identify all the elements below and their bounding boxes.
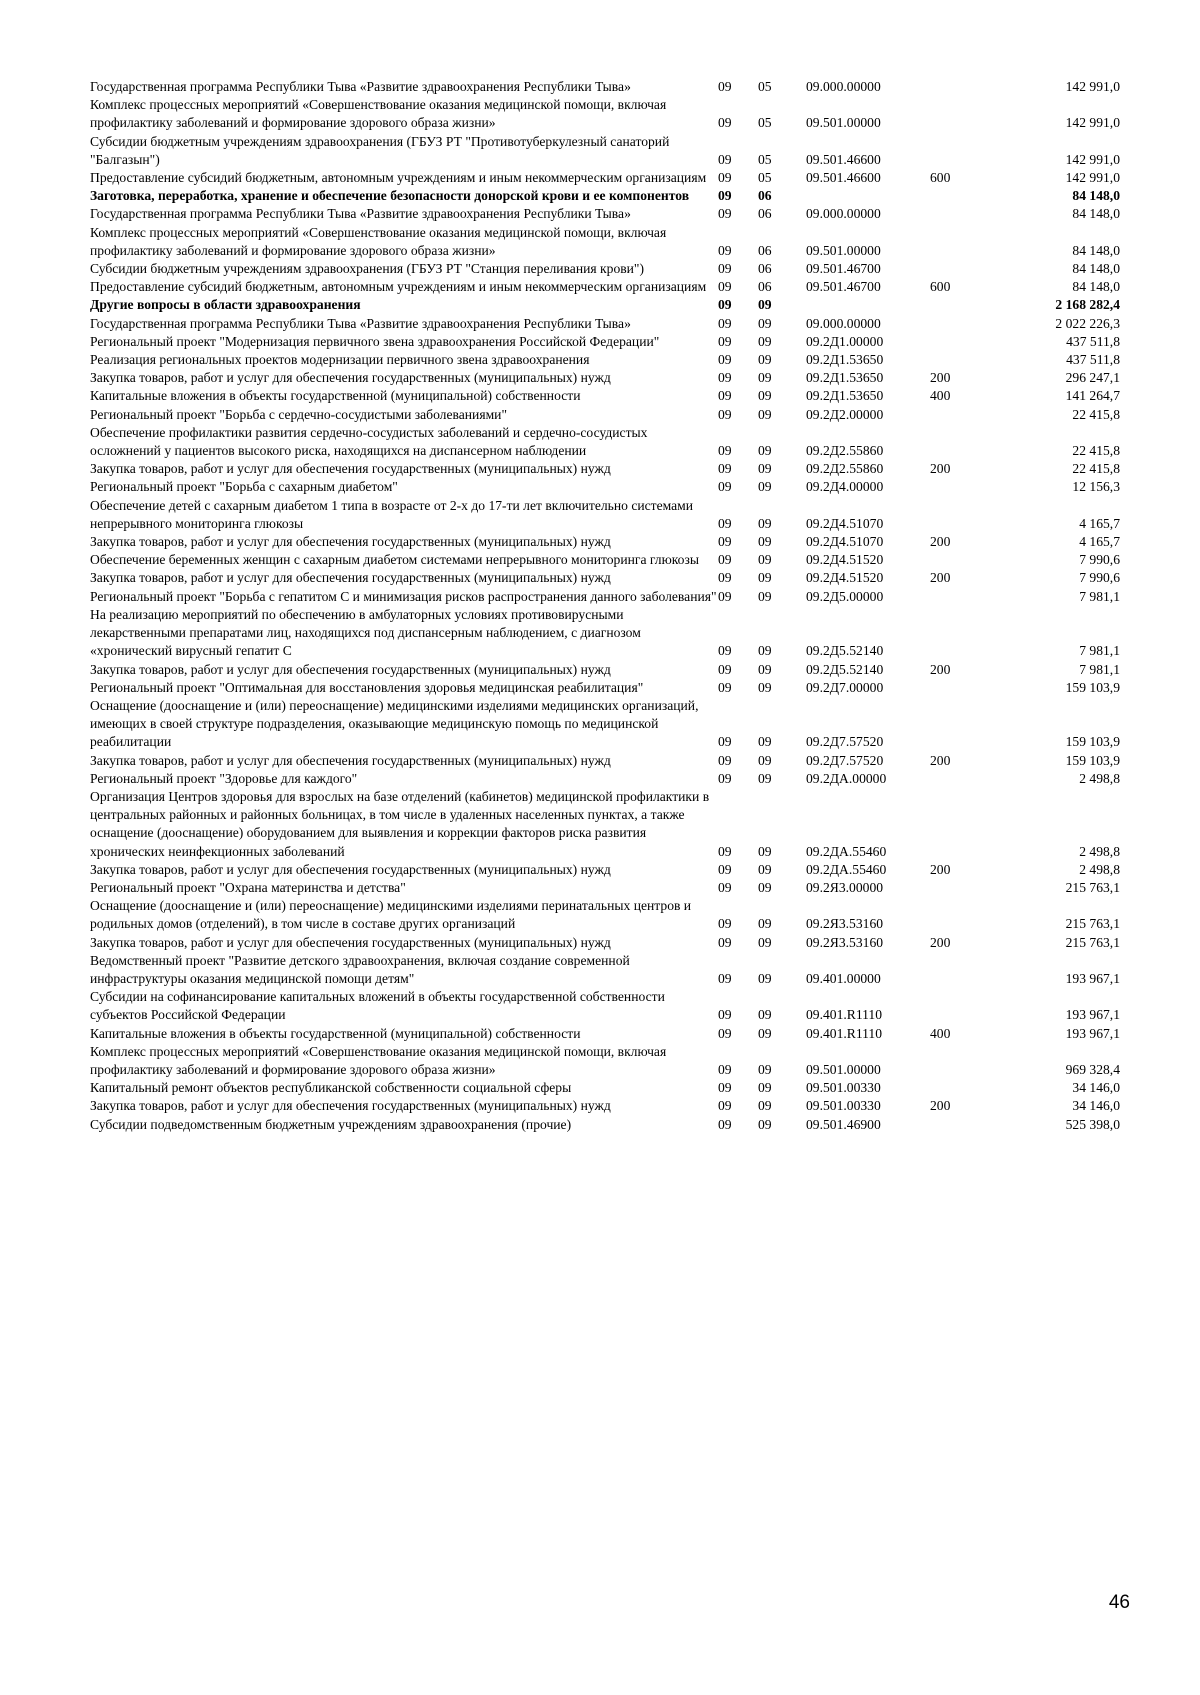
row-target-article-code: 09.2Д7.57520 xyxy=(806,734,884,750)
row-expense-type-code xyxy=(930,697,990,752)
row-amount: 215 763,1 xyxy=(1065,879,1120,895)
row-name: Субсидии бюджетным учреждениям здравоохранения (ГБУЗ РТ "Станция переливания крови") xyxy=(90,261,645,277)
row-subsection-code: 09 xyxy=(758,679,772,695)
row-target-article-code: 09.2Д5.52140 xyxy=(806,643,884,659)
row-amount: 4 165,7 xyxy=(1079,515,1120,531)
row-amount: 7 981,1 xyxy=(1079,643,1120,659)
row-subsection-code: 05 xyxy=(758,115,772,131)
row-section-code: 09 xyxy=(718,661,732,677)
row-section-code: 09 xyxy=(718,261,732,277)
row-expense-type-code xyxy=(930,879,990,897)
table-row xyxy=(90,569,1120,587)
row-name: Субсидии бюджетным учреждениям здравоохранения (ГБУЗ РТ "Противотуберкулезный санаторий "Балгазын") xyxy=(90,133,670,167)
row-section-code: 09 xyxy=(718,242,732,258)
row-section-code: 09 xyxy=(718,861,732,877)
row-section-code: 09 xyxy=(718,515,732,531)
table-row xyxy=(90,497,1120,533)
row-target-article-code: 09.2Я3.00000 xyxy=(806,879,884,895)
row-name: Закупка товаров, работ и услуг для обеспечения государственных (муниципальных) нужд xyxy=(90,370,611,386)
budget-table xyxy=(90,78,1120,1134)
row-target-article-code: 09.2Д1.53650 xyxy=(806,352,884,368)
table-row xyxy=(90,1116,1120,1134)
row-expense-type-code xyxy=(930,260,990,278)
row-name: Региональный проект "Борьба с сердечно-сосудистыми заболеваниями" xyxy=(90,406,508,422)
row-expense-type-code xyxy=(930,770,990,788)
row-target-article-code: 09.2Д7.00000 xyxy=(806,679,884,695)
row-subsection-code: 09 xyxy=(758,570,772,586)
table-row xyxy=(90,224,1120,260)
row-amount: 2 498,8 xyxy=(1079,861,1120,877)
row-name: Реализация региональных проектов модернизации первичного звена здравоохранения xyxy=(90,352,590,368)
row-section-code: 09 xyxy=(718,279,732,295)
row-name: Региональный проект "Борьба с сахарным диабетом" xyxy=(90,479,398,495)
row-subsection-code: 05 xyxy=(758,170,772,186)
row-subsection-code: 09 xyxy=(758,752,772,768)
row-target-article-code: 09.000.00000 xyxy=(806,315,881,331)
row-subsection-code: 09 xyxy=(758,588,772,604)
row-section-code: 09 xyxy=(718,115,732,131)
row-name: Закупка товаров, работ и услуг для обеспечения государственных (муниципальных) нужд xyxy=(90,1098,611,1114)
row-target-article-code: 09.2Д1.00000 xyxy=(806,333,884,349)
row-section-code: 09 xyxy=(718,679,732,695)
table-row xyxy=(90,752,1120,770)
row-subsection-code: 09 xyxy=(758,406,772,422)
row-expense-type-code xyxy=(930,897,990,933)
row-expense-type-code: 200 xyxy=(930,461,951,477)
row-expense-type-code xyxy=(930,988,990,1024)
row-amount: 7 990,6 xyxy=(1079,570,1120,586)
row-name: На реализацию мероприятий по обеспечению в амбулаторных условиях противовирусными лекарственными препаратами лиц, находящихся под диспансерным наблюдением, с диагнозом «хронический вирусный гепатит С xyxy=(90,606,641,659)
table-row xyxy=(90,424,1120,460)
row-amount: 296 247,1 xyxy=(1065,370,1120,386)
row-amount: 84 148,0 xyxy=(1072,206,1120,222)
row-subsection-code: 09 xyxy=(758,661,772,677)
table-row xyxy=(90,387,1120,405)
row-section-code: 09 xyxy=(718,570,732,586)
row-name: Региональный проект "Охрана материнства и детства" xyxy=(90,879,406,895)
row-target-article-code: 09.501.00330 xyxy=(806,1098,881,1114)
row-amount: 141 264,7 xyxy=(1065,388,1120,404)
row-section-code: 09 xyxy=(718,934,732,950)
row-subsection-code: 09 xyxy=(758,1098,772,1114)
row-section-code: 09 xyxy=(718,461,732,477)
row-expense-type-code xyxy=(930,679,990,697)
row-section-code: 09 xyxy=(718,843,732,859)
row-name: Региональный проект "Здоровье для каждого" xyxy=(90,770,358,786)
row-expense-type-code xyxy=(930,588,990,606)
row-section-code: 09 xyxy=(718,588,732,604)
row-subsection-code: 09 xyxy=(758,297,772,313)
row-section-code: 09 xyxy=(718,151,732,167)
row-target-article-code: 09.501.46900 xyxy=(806,1116,881,1132)
row-subsection-code: 09 xyxy=(758,643,772,659)
row-target-article-code: 09.501.46700 xyxy=(806,261,881,277)
row-target-article-code: 09.401.R1110 xyxy=(806,1007,883,1023)
row-target-article-code: 09.2Д1.53650 xyxy=(806,370,884,386)
table-row xyxy=(90,96,1120,132)
table-row xyxy=(90,861,1120,879)
row-expense-type-code: 200 xyxy=(930,570,951,586)
table-row xyxy=(90,1025,1120,1043)
table-row xyxy=(90,369,1120,387)
row-amount: 159 103,9 xyxy=(1065,752,1120,768)
row-amount: 215 763,1 xyxy=(1065,916,1120,932)
row-section-code: 09 xyxy=(718,406,732,422)
row-name: Обеспечение профилактики развития сердечно-сосудистых заболеваний и сердечно-сосудистых осложнений у пациентов высокого риска, находящихся на диспансерном наблюдении xyxy=(90,424,648,459)
row-target-article-code: 09.2Д5.52140 xyxy=(806,661,884,677)
table-row xyxy=(90,770,1120,788)
row-target-article-code: 09.2Д2.55860 xyxy=(806,461,884,477)
row-amount: 22 415,8 xyxy=(1072,406,1120,422)
row-name: Организация Центров здоровья для взрослых на базе отделений (кабинетов) медицинской профилактики в центральных районных и районных больницах, в том числе в удаленных населенных пунктах, а также оснащение (дооснащение) оборудованием для выявления и коррекции факторов риска развития хронических неинфекционных заболеваний xyxy=(90,788,710,859)
table-row xyxy=(90,406,1120,424)
row-expense-type-code: 200 xyxy=(930,1098,951,1114)
row-target-article-code: 09.2Я3.53160 xyxy=(806,916,884,932)
table-row xyxy=(90,697,1120,752)
budget-table-body xyxy=(90,78,1120,1134)
row-amount: 12 156,3 xyxy=(1072,479,1120,495)
row-amount: 84 148,0 xyxy=(1072,261,1120,277)
row-section-code: 09 xyxy=(718,1061,732,1077)
row-subsection-code: 09 xyxy=(758,479,772,495)
table-row xyxy=(90,606,1120,661)
row-section-code: 09 xyxy=(718,770,732,786)
row-subsection-code: 09 xyxy=(758,352,772,368)
row-section-code: 09 xyxy=(718,443,732,459)
row-subsection-code: 09 xyxy=(758,770,772,786)
row-subsection-code: 09 xyxy=(758,1116,772,1132)
table-row xyxy=(90,260,1120,278)
row-section-code: 09 xyxy=(718,333,732,349)
row-expense-type-code xyxy=(930,224,990,260)
row-name: Заготовка, переработка, хранение и обеспечение безопасности донорской крови и ее компонентов xyxy=(90,188,690,204)
row-target-article-code: 09.401.00000 xyxy=(806,970,881,986)
row-expense-type-code: 200 xyxy=(930,861,951,877)
row-section-code: 09 xyxy=(718,970,732,986)
row-expense-type-code xyxy=(930,1079,990,1097)
row-name: Капитальные вложения в объекты государственной (муниципальной) собственности xyxy=(90,388,581,404)
row-name: Закупка товаров, работ и услуг для обеспечения государственных (муниципальных) нужд xyxy=(90,752,611,768)
table-row xyxy=(90,278,1120,296)
row-amount: 159 103,9 xyxy=(1065,734,1120,750)
row-section-code: 09 xyxy=(718,1098,732,1114)
row-target-article-code: 09.2ДА.55460 xyxy=(806,861,887,877)
row-subsection-code: 09 xyxy=(758,461,772,477)
row-target-article-code: 09.2Д4.51070 xyxy=(806,515,884,531)
row-expense-type-code: 400 xyxy=(930,1025,951,1041)
row-subsection-code: 09 xyxy=(758,1025,772,1041)
row-subsection-code: 09 xyxy=(758,879,772,895)
row-target-article-code xyxy=(806,187,930,205)
row-amount: 84 148,0 xyxy=(1072,242,1120,258)
row-section-code: 09 xyxy=(718,1025,732,1041)
row-section-code: 09 xyxy=(718,352,732,368)
table-row xyxy=(90,351,1120,369)
row-section-code: 09 xyxy=(718,370,732,386)
row-subsection-code: 09 xyxy=(758,552,772,568)
row-subsection-code: 09 xyxy=(758,315,772,331)
row-subsection-code: 09 xyxy=(758,1080,772,1096)
table-row xyxy=(90,897,1120,933)
row-target-article-code: 09.2Д4.51520 xyxy=(806,570,884,586)
row-expense-type-code xyxy=(930,478,990,496)
table-row xyxy=(90,661,1120,679)
row-target-article-code xyxy=(806,296,930,314)
row-target-article-code: 09.000.00000 xyxy=(806,206,881,222)
row-section-code: 09 xyxy=(718,79,732,94)
row-subsection-code: 06 xyxy=(758,261,772,277)
table-row xyxy=(90,1043,1120,1079)
row-amount: 7 981,1 xyxy=(1079,661,1120,677)
row-amount: 159 103,9 xyxy=(1065,679,1120,695)
row-amount: 193 967,1 xyxy=(1065,1007,1120,1023)
row-subsection-code: 09 xyxy=(758,515,772,531)
row-subsection-code: 09 xyxy=(758,534,772,550)
table-row xyxy=(90,588,1120,606)
table-row xyxy=(90,788,1120,861)
row-amount: 193 967,1 xyxy=(1065,1025,1120,1041)
row-amount: 7 990,6 xyxy=(1079,552,1120,568)
table-row xyxy=(90,78,1120,96)
row-target-article-code: 09.401.R1110 xyxy=(806,1025,883,1041)
row-target-article-code: 09.2Д4.51520 xyxy=(806,552,884,568)
row-amount: 22 415,8 xyxy=(1072,461,1120,477)
row-amount: 34 146,0 xyxy=(1072,1098,1120,1114)
row-amount: 525 398,0 xyxy=(1065,1116,1120,1132)
row-subsection-code: 09 xyxy=(758,1007,772,1023)
table-row xyxy=(90,952,1120,988)
row-expense-type-code xyxy=(930,551,990,569)
table-row xyxy=(90,478,1120,496)
row-expense-type-code xyxy=(930,406,990,424)
row-amount: 142 991,0 xyxy=(1065,115,1120,131)
table-row xyxy=(90,333,1120,351)
row-section-code: 09 xyxy=(718,752,732,768)
row-section-code: 09 xyxy=(718,297,732,313)
row-name: Государственная программа Республики Тыва «Развитие здравоохранения Республики Тыва» xyxy=(90,79,631,94)
row-amount: 84 148,0 xyxy=(1072,279,1120,295)
row-expense-type-code xyxy=(930,333,990,351)
row-expense-type-code: 200 xyxy=(930,370,951,386)
row-name: Субсидии подведомственным бюджетным учреждениям здравоохранения (прочие) xyxy=(90,1116,572,1132)
row-name: Капитальные вложения в объекты государственной (муниципальной) собственности xyxy=(90,1025,581,1041)
row-subsection-code: 09 xyxy=(758,333,772,349)
row-target-article-code: 09.501.00000 xyxy=(806,242,881,258)
row-amount: 2 498,8 xyxy=(1079,770,1120,786)
row-name: Субсидии на софинансирование капитальных вложений в объекты государственной собственности субъектов Российской Федерации xyxy=(90,989,665,1023)
row-subsection-code: 09 xyxy=(758,388,772,404)
row-target-article-code: 09.501.46700 xyxy=(806,279,881,295)
row-name: Закупка товаров, работ и услуг для обеспечения государственных (муниципальных) нужд xyxy=(90,861,611,877)
table-row xyxy=(90,133,1120,169)
row-name: Закупка товаров, работ и услуг для обеспечения государственных (муниципальных) нужд xyxy=(90,934,611,950)
row-section-code: 09 xyxy=(718,170,732,186)
row-subsection-code: 05 xyxy=(758,79,772,94)
row-expense-type-code: 600 xyxy=(930,170,951,186)
row-expense-type-code xyxy=(930,187,990,205)
row-target-article-code: 09.2Я3.53160 xyxy=(806,934,884,950)
row-section-code: 09 xyxy=(718,916,732,932)
row-target-article-code: 09.501.00000 xyxy=(806,1061,881,1077)
row-name: Закупка товаров, работ и услуг для обеспечения государственных (муниципальных) нужд xyxy=(90,570,611,586)
table-row xyxy=(90,1097,1120,1115)
row-subsection-code: 06 xyxy=(758,279,772,295)
row-name: Ведомственный проект "Развитие детского здравоохранения, включая создание современной инфраструктуры оказания медицинской помощи детям" xyxy=(90,952,630,986)
row-target-article-code: 09.501.00330 xyxy=(806,1080,881,1096)
row-subsection-code: 06 xyxy=(758,242,772,258)
row-subsection-code: 09 xyxy=(758,443,772,459)
row-section-code: 09 xyxy=(718,206,732,222)
row-amount: 7 981,1 xyxy=(1079,588,1120,604)
row-target-article-code: 09.2Д5.00000 xyxy=(806,588,884,604)
row-section-code: 09 xyxy=(718,388,732,404)
table-row xyxy=(90,934,1120,952)
row-subsection-code: 06 xyxy=(758,206,772,222)
row-section-code: 09 xyxy=(718,479,732,495)
row-target-article-code: 09.2Д2.00000 xyxy=(806,406,884,422)
row-target-article-code: 09.2Д2.55860 xyxy=(806,443,884,459)
table-row xyxy=(90,169,1120,187)
row-subsection-code: 09 xyxy=(758,970,772,986)
row-name: Государственная программа Республики Тыва «Развитие здравоохранения Республики Тыва» xyxy=(90,315,631,331)
row-expense-type-code xyxy=(930,497,990,533)
row-expense-type-code xyxy=(930,205,990,223)
row-expense-type-code xyxy=(930,1043,990,1079)
row-expense-type-code xyxy=(930,952,990,988)
row-amount: 142 991,0 xyxy=(1065,151,1120,167)
row-amount: 969 328,4 xyxy=(1065,1061,1120,1077)
row-target-article-code: 09.501.46600 xyxy=(806,151,881,167)
row-amount: 437 511,8 xyxy=(1066,333,1120,349)
row-name: Предоставление субсидий бюджетным, автономным учреждениям и иным некоммерческим организациям xyxy=(90,279,707,295)
row-subsection-code: 09 xyxy=(758,370,772,386)
row-subsection-code: 09 xyxy=(758,734,772,750)
table-row xyxy=(90,187,1120,205)
row-name: Региональный проект "Модернизация первичного звена здравоохранения Российской Федерации" xyxy=(90,333,660,349)
row-name: Региональный проект "Борьба с гепатитом С и минимизация рисков распространения данного заболевания" xyxy=(90,588,717,604)
table-row xyxy=(90,460,1120,478)
table-row xyxy=(90,533,1120,551)
row-amount: 2 498,8 xyxy=(1079,843,1120,859)
row-subsection-code: 09 xyxy=(758,843,772,859)
row-section-code: 09 xyxy=(718,643,732,659)
row-target-article-code: 09.2Д7.57520 xyxy=(806,752,884,768)
row-target-article-code: 09.2Д1.53650 xyxy=(806,388,884,404)
row-subsection-code: 09 xyxy=(758,861,772,877)
table-row xyxy=(90,1079,1120,1097)
row-expense-type-code xyxy=(930,1116,990,1134)
row-section-code: 09 xyxy=(718,188,732,204)
row-name: Региональный проект "Оптимальная для восстановления здоровья медицинская реабилитация" xyxy=(90,679,644,695)
row-amount: 22 415,8 xyxy=(1072,443,1120,459)
row-section-code: 09 xyxy=(718,315,732,331)
row-section-code: 09 xyxy=(718,1116,732,1132)
table-row xyxy=(90,315,1120,333)
row-amount: 2 168 282,4 xyxy=(1055,297,1120,313)
row-expense-type-code: 400 xyxy=(930,388,951,404)
row-name: Закупка товаров, работ и услуг для обеспечения государственных (муниципальных) нужд xyxy=(90,461,611,477)
row-target-article-code: 09.2ДА.55460 xyxy=(806,843,887,859)
row-expense-type-code xyxy=(930,96,990,132)
row-name: Капитальный ремонт объектов республиканской собственности социальной сферы xyxy=(90,1080,572,1096)
row-amount: 142 991,0 xyxy=(1065,79,1120,94)
row-amount: 437 511,8 xyxy=(1066,352,1120,368)
row-expense-type-code xyxy=(930,315,990,333)
table-row xyxy=(90,679,1120,697)
row-expense-type-code: 200 xyxy=(930,934,951,950)
row-amount: 142 991,0 xyxy=(1065,170,1120,186)
row-subsection-code: 06 xyxy=(758,188,772,204)
row-name: Закупка товаров, работ и услуг для обеспечения государственных (муниципальных) нужд xyxy=(90,661,611,677)
row-amount: 84 148,0 xyxy=(1072,188,1120,204)
row-name: Комплекс процессных мероприятий «Совершенствование оказания медицинской помощи, включая профилактику заболеваний и формирование здорового образа жизни» xyxy=(90,97,667,131)
row-amount: 4 165,7 xyxy=(1079,534,1120,550)
row-name: Комплекс процессных мероприятий «Совершенствование оказания медицинской помощи, включая профилактику заболеваний и формирование здорового образа жизни» xyxy=(90,224,667,258)
row-target-article-code: 09.2Д4.00000 xyxy=(806,479,884,495)
row-name: Оснащение (дооснащение и (или) переоснащение) медицинскими изделиями перинатальных центров и родильных домов (отделений), в том числе в составе других организаций xyxy=(90,898,692,932)
row-expense-type-code xyxy=(930,351,990,369)
row-subsection-code: 09 xyxy=(758,1061,772,1077)
row-expense-type-code xyxy=(930,133,990,169)
row-target-article-code: 09.501.46600 xyxy=(806,170,881,186)
row-name: Предоставление субсидий бюджетным, автономным учреждениям и иным некоммерческим организациям xyxy=(90,170,707,186)
row-section-code: 09 xyxy=(718,734,732,750)
row-amount: 215 763,1 xyxy=(1065,934,1120,950)
row-name: Оснащение (дооснащение и (или) переоснащение) медицинскими изделиями медицинских организаций, имеющих в своей структуре подразделения, оказывающие медицинскую помощь по медицинской реабилитации xyxy=(90,697,699,750)
table-row xyxy=(90,879,1120,897)
row-section-code: 09 xyxy=(718,534,732,550)
row-section-code: 09 xyxy=(718,1007,732,1023)
table-row xyxy=(90,296,1120,314)
row-expense-type-code xyxy=(930,424,990,460)
row-name: Другие вопросы в области здравоохранения xyxy=(90,297,361,313)
row-subsection-code: 09 xyxy=(758,934,772,950)
row-expense-type-code xyxy=(930,788,990,861)
row-name: Государственная программа Республики Тыва «Развитие здравоохранения Республики Тыва» xyxy=(90,206,631,222)
table-row xyxy=(90,551,1120,569)
row-expense-type-code xyxy=(930,78,990,96)
row-expense-type-code xyxy=(930,296,990,314)
row-expense-type-code: 200 xyxy=(930,534,951,550)
row-expense-type-code: 600 xyxy=(930,279,951,295)
row-section-code: 09 xyxy=(718,1080,732,1096)
row-expense-type-code xyxy=(930,606,990,661)
row-amount: 193 967,1 xyxy=(1065,970,1120,986)
table-row xyxy=(90,205,1120,223)
row-subsection-code: 05 xyxy=(758,151,772,167)
row-name: Закупка товаров, работ и услуг для обеспечения государственных (муниципальных) нужд xyxy=(90,534,611,550)
row-section-code: 09 xyxy=(718,879,732,895)
row-name: Комплекс процессных мероприятий «Совершенствование оказания медицинской помощи, включая профилактику заболеваний и формирование здорового образа жизни» xyxy=(90,1043,667,1077)
row-target-article-code: 09.2ДА.00000 xyxy=(806,770,887,786)
row-name: Обеспечение беременных женщин с сахарным диабетом системами непрерывного мониторинга глюкозы xyxy=(90,552,699,568)
row-target-article-code: 09.2Д4.51070 xyxy=(806,534,884,550)
row-expense-type-code: 200 xyxy=(930,661,951,677)
row-amount: 2 022 226,3 xyxy=(1055,315,1120,331)
row-target-article-code: 09.501.00000 xyxy=(806,115,881,131)
row-section-code: 09 xyxy=(718,552,732,568)
table-row xyxy=(90,988,1120,1024)
row-subsection-code: 09 xyxy=(758,916,772,932)
row-amount: 34 146,0 xyxy=(1072,1080,1120,1096)
row-expense-type-code: 200 xyxy=(930,752,951,768)
row-target-article-code: 09.000.00000 xyxy=(806,79,881,94)
page-number: 46 xyxy=(1108,1592,1130,1613)
row-name: Обеспечение детей с сахарным диабетом 1 типа в возрасте от 2-х до 17-ти лет включительно системами непрерывного мониторинга глюкозы xyxy=(90,497,694,531)
